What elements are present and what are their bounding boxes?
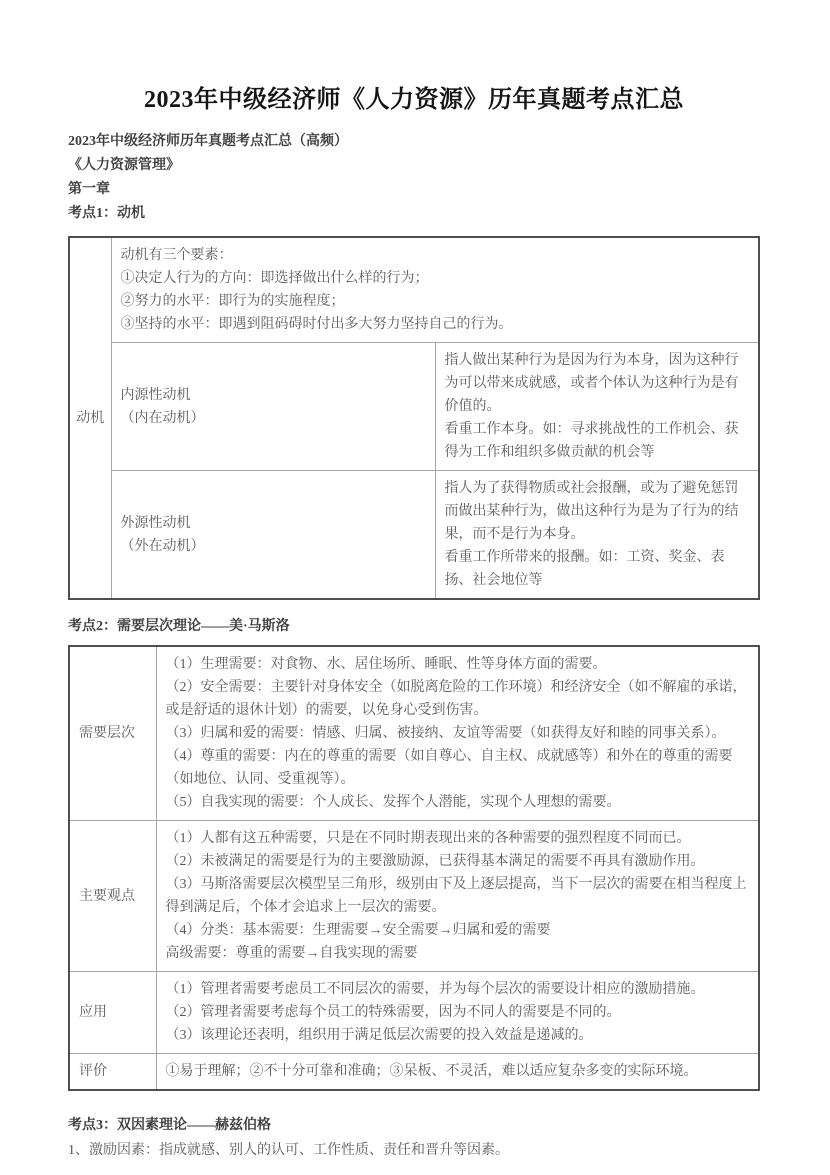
- cell-paragraph: （3）归属和爱的需要：情感、归属、被接纳、友谊等需要（如获得友好和睦的同事关系）。: [165, 726, 726, 741]
- page-title: 2023年中级经济师《人力资源》历年真题考点汇总: [144, 87, 684, 113]
- row-header-main-points: 主要观点: [69, 821, 156, 972]
- motivation-table: [68, 236, 760, 600]
- cell-paragraph: 看重工作所带来的报酬。如：工资、奖金、表扬、社会地位等: [444, 550, 725, 588]
- needs-hierarchy-table: [68, 645, 760, 1091]
- cell-paragraph: ①易于理解；②不十分可靠和准确；③呆板、不灵活，难以适应复杂多变的实际环境。: [165, 1064, 698, 1079]
- needs-levels-cell: [156, 646, 759, 821]
- row-header-evaluation: 评价: [69, 1054, 156, 1091]
- cell-paragraph: 指人做出某种行为是因为行为本身，因为这种行为可以带来成就感，或者个体认为这种行为是有价值的。: [444, 353, 739, 414]
- evaluation-cell: [156, 1054, 759, 1091]
- heading-kaodian-2: 考点2：需要层次理论——美·马斯洛: [68, 619, 290, 634]
- cell-paragraph: （2）未被满足的需要是行为的主要激励源，已获得基本满足的需要不再具有激励作用。: [165, 854, 705, 869]
- row-header-motivation: 动机: [69, 237, 111, 599]
- cell-paragraph: （2）管理者需要考虑每个员工的特殊需要，因为不同人的需要是不同的。: [165, 1005, 621, 1020]
- table-row: [69, 471, 759, 600]
- cell-line: ③坚持的水平：即遇到阻码碍时付出多大努力坚持自己的行为。: [120, 317, 513, 332]
- table-row: [69, 1054, 759, 1091]
- cell-paragraph: （3）马斯洛需要层次模型呈三角形，级别由下及上逐层提高，当下一层次的需要在相当程度上得到满足后，个体才会追求上一层次的需要。: [165, 877, 747, 915]
- cell-paragraph: （4）尊重的需要：内在的尊重的需要（如自尊心、自主权、成就感等）和外在的尊重的需要（如地位、认同、受重视等）。: [165, 749, 733, 787]
- cell-line: 内源性动机: [120, 387, 191, 403]
- cell-paragraph: 高级需要：尊重的需要→自我实现的需要: [165, 946, 418, 961]
- motivation-elements-cell: [111, 237, 759, 343]
- main-points-cell: [156, 821, 759, 972]
- cell-line: 动机有三个要素：: [120, 248, 233, 263]
- cell-paragraph: （5）自我实现的需要：个人成长、发挥个人潜能，实现个人理想的需要。: [165, 795, 621, 810]
- cell-line: （内在动机）: [120, 410, 205, 426]
- row-header-application: 应用: [69, 972, 156, 1054]
- cell-paragraph: （2）安全需要：主要针对身体安全（如脱离危险的工作环境）和经济安全（如不解雇的承诺，或是舒适的退休计划）的需要，以免身心受到伤害。: [165, 680, 747, 718]
- cell-paragraph: （1）人都有这五种需要，只是在不同时期表现出来的各种需要的强烈程度不同而已。: [165, 831, 691, 846]
- cell-paragraph: 看重工作本身。如：寻求挑战性的工作机会、获得为工作和组织多做贡献的机会等: [444, 422, 739, 460]
- application-cell: [156, 972, 759, 1054]
- table-row: [69, 237, 759, 343]
- label-extrinsic-motivation: [111, 471, 435, 600]
- table-row: [69, 343, 759, 471]
- cell-line: ②努力的水平：即行为的实施程度；: [120, 294, 345, 309]
- cell-paragraph: （3）该理论还表明，组织用于满足低层次需要的投入效益是递减的。: [165, 1028, 593, 1043]
- cell-line: 外源性动机: [120, 515, 191, 531]
- row-header-needs-levels: 需要层次: [69, 646, 156, 821]
- cell-line: （外在动机）: [120, 538, 205, 554]
- heading-kaodian-3: 考点3：双因素理论——赫兹伯格: [68, 1118, 271, 1133]
- cell-paragraph: （1）管理者需要考虑员工不同层次的需要，并为每个层次的需要设计相应的激励措施。: [165, 982, 705, 997]
- incentive-factors-line: 1、激励因素：指成就感、别人的认可、工作性质、责任和晋升等因素。: [68, 1143, 509, 1158]
- cell-paragraph: （1）生理需要：对食物、水、居住场所、睡眠、性等身体方面的需要。: [165, 657, 607, 672]
- intro-line-book: 《人力资源管理》: [68, 158, 180, 173]
- cell-paragraph: （4）分类：基本需要：生理需要→安全需要→归属和爱的需要: [165, 923, 551, 938]
- extrinsic-motivation-desc-cell: [435, 471, 759, 600]
- cell-line: ①决定人行为的方向：即选择做出什么样的行为；: [120, 271, 429, 286]
- intro-block: [68, 130, 760, 226]
- cell-paragraph: 指人为了获得物质或社会报酬，或为了避免惩罚而做出某种行为，做出这种行为是为了行为的结果，而不是行为本身。: [444, 481, 739, 542]
- table-row: [69, 646, 759, 821]
- table-row: [69, 972, 759, 1054]
- label-intrinsic-motivation: [111, 343, 435, 471]
- intrinsic-motivation-desc-cell: [435, 343, 759, 471]
- intro-line-summary: 2023年中级经济师历年真题考点汇总（高频）: [68, 134, 348, 149]
- intro-line-chapter: 第一章: [68, 182, 110, 197]
- table-row: [69, 821, 759, 972]
- heading-kaodian-1: 考点1：动机: [68, 206, 145, 221]
